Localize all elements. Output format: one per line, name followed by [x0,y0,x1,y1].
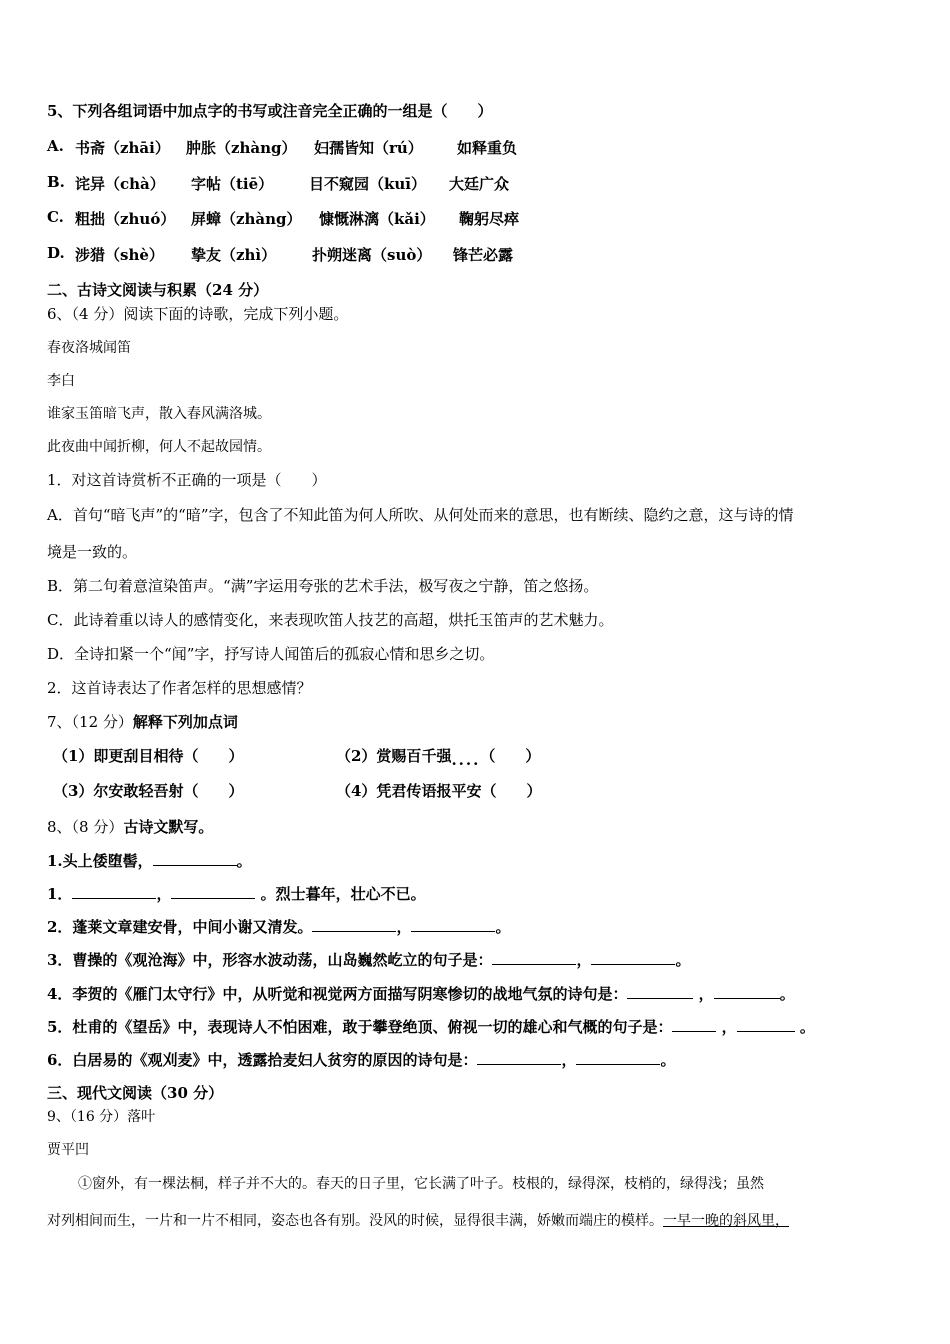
q9-paragraph-line [47,1211,789,1231]
q6-sub1: 1．对这首诗赏析不正确的一项是（ ） [47,471,327,489]
q8-stem-prefix: 8、（8 分） [47,818,124,836]
q9-stem: 9、（16 分）落叶 [47,1109,156,1125]
answer-blank[interactable] [411,917,495,932]
answer-blank[interactable] [591,950,675,965]
q8-line-pre: 3．曹操的《观沧海》中，形容水波动荡，山岛巍然屹立的句子是： [47,951,493,969]
q5-word: 字帖（tiē） [191,175,274,193]
q5-word: 涉猎（shè） [75,246,164,264]
q5-word: 慷慨淋漓（kǎi） [319,210,435,228]
q7-stem [47,712,238,732]
answer-blank[interactable] [171,884,255,899]
q8-line-post: 。 [794,1018,815,1036]
poem-line: 此夜曲中闻折柳，何人不起故园情。 [47,439,271,455]
poem-line: 谁家玉笛暗飞声，散入春风满洛城。 [47,406,271,422]
q6-option-c: C．此诗着重以诗人的感情变化，来表现吹笛人技艺的高超，烘托玉笛声的艺术魅力。 [47,611,614,629]
q7-item-paren: （ ） [480,747,541,765]
section-title: 二、古诗文阅读与积累（24 分） [47,281,269,299]
q8-line-pre: 4．李贺的《雁门太守行》中，从听觉和视觉两方面描写阴寒惨切的战地气氛的诗句是： [47,985,628,1003]
q7-item-text: （2）赏赐百千强 [336,747,452,765]
q8-line-post: 。 [675,951,691,969]
q8-line-mid: ， [576,951,592,969]
q9-paragraph-line: ①窗外，有一棵法桐，样子并不大的。春天的日子里，它长满了叶子。枝根的，绿得深，枝梢的，绿得浅；虽然 [78,1176,764,1192]
q5-word: 挚友（zhì） [191,246,277,264]
answer-blank[interactable] [477,1050,561,1065]
answer-blank[interactable] [627,984,693,999]
q8-line-pre: 1.头上倭堕髻， [47,852,153,870]
q5-word: 书斋（zhāi） [75,139,170,157]
q8-line-post: 。烈士暮年，壮心不已。 [255,885,426,903]
q5-word: 大廷广众 [449,175,510,193]
q8-line [47,1017,815,1037]
q7-item-dots: .... [451,751,481,769]
q8-line [47,851,252,871]
q9-paragraph-text: 对列相间而生，一片和一片不相同，姿态也各有别。没风的时候，显得很丰满，娇嫩而端庄的模样。 [47,1213,663,1229]
q6-stem: 6、（4 分）阅读下面的诗歌，完成下列小题。 [47,305,349,323]
q8-line [47,917,510,937]
q5-word: 锋芒必露 [453,246,514,264]
q7-item: （4）凭君传语报平安（ ） [336,782,542,800]
q5-word: 屏蟑（zhàng） [191,210,302,228]
answer-blank[interactable] [492,950,576,965]
q9-author: 贾平凹 [47,1142,89,1158]
q8-line-mid: ， [561,1051,577,1069]
q8-line-post: 。 [236,852,252,870]
q5-word: 粗拙（zhuó） [75,210,176,228]
q5-word: 扑朔迷离（suò） [312,246,432,264]
q6-option-d: D．全诗扣紧一个“闻”字，抒写诗人闻笛后的孤寂心情和思乡之切。 [47,645,495,663]
answer-blank[interactable] [737,1017,795,1032]
q5-word: 肿胀（zhàng） [186,139,297,157]
q8-line-post: 。 [660,1051,676,1069]
answer-blank[interactable] [576,1050,660,1065]
answer-blank[interactable] [72,884,156,899]
q8-stem-title: 古诗文默写。 [123,818,214,836]
q8-line-mid: ， [156,885,172,903]
answer-blank[interactable] [714,984,780,999]
q8-line-pre: 2．蓬莱文章建安骨，中间小谢又清发。 [47,918,313,936]
q7-stem-prefix: 7、（12 分） [47,713,133,731]
q8-line-pre: 6．白居易的《观刈麦》中，透露拾麦妇人贫穷的原因的诗句是： [47,1051,478,1069]
q5-stem: 5、下列各组词语中加点字的书写或注音完全正确的一组是（ ） [47,102,493,120]
section-title: 三、现代文阅读（30 分） [47,1084,224,1102]
q5-word: 妇孺皆知（rú） [314,139,423,157]
q8-line [47,984,795,1004]
q8-line-pre: 5．杜甫的《望岳》中，表现诗人不怕困难，敢于攀登绝顶、俯视一切的雄心和气概的句子是： [47,1018,673,1036]
q5-option-label: B. [47,173,65,191]
q7-item: （1）即更刮目相待（ ） [53,747,244,765]
q8-line-mid: ， [716,1018,737,1036]
q5-option-label: A. [47,137,64,155]
poem-author: 李白 [47,373,75,389]
q6-option-b: B．第二句着意渲染笛声。“满”字运用夸张的艺术手法，极写夜之宁静，笛之悠扬。 [47,577,599,595]
answer-blank[interactable] [312,917,396,932]
q5-word: 诧异（chà） [75,175,165,193]
q5-word: 目不窥园（kuī） [309,175,426,193]
q6-sub2: 2．这首诗表达了作者怎样的思想感情？ [47,679,312,697]
q8-line [47,1050,675,1070]
q8-line [47,950,690,970]
q8-stem [47,817,213,837]
q8-line-pre: 1． [47,885,73,903]
q9-underlined-text: 一早一晚的斜风里， [663,1213,789,1229]
q5-word: 如释重负 [457,139,518,157]
q7-item: （3）尔安敢轻吾射（ ） [53,782,244,800]
q8-line-mid: ， [693,985,714,1003]
q6-option-a-cont: 境是一致的。 [47,543,138,561]
q8-line-post: 。 [495,918,511,936]
q8-line-mid: ， [396,918,412,936]
answer-blank[interactable] [153,851,237,866]
q8-line-post: 。 [779,985,795,1003]
answer-blank[interactable] [672,1017,716,1032]
q5-option-label: C. [47,208,64,226]
q5-option-label: D. [47,244,65,262]
q8-line [47,884,426,904]
poem-title: 春夜洛城闻笛 [47,340,131,356]
q6-option-a: A．首句“暗飞声”的“暗”字，包含了不知此笛为何人所吹、从何处而来的意思，也有断续、隐约之意，这与诗的情 [47,506,794,524]
q7-item [336,746,541,769]
q7-stem-title: 解释下列加点词 [132,713,238,731]
q5-word: 鞠躬尽瘁 [459,210,520,228]
